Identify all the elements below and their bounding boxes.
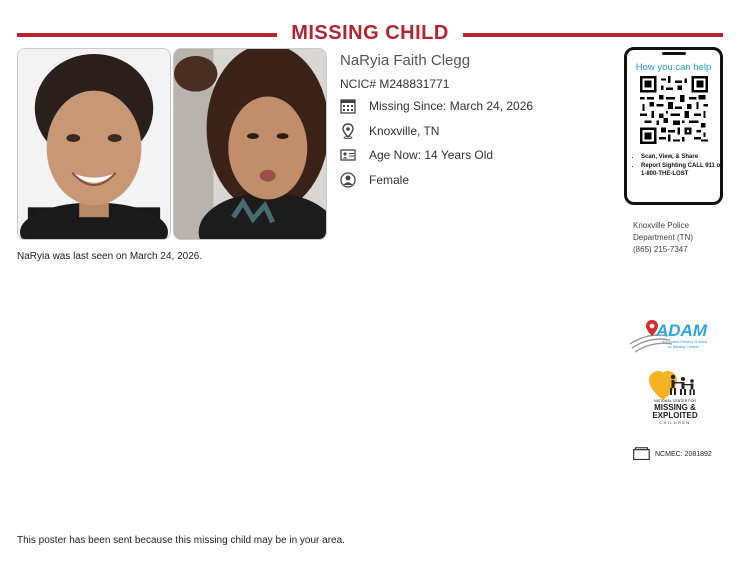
ncmec-logo-line3: EXPLOITED bbox=[652, 411, 698, 420]
map-pin-icon bbox=[340, 123, 356, 139]
ncmec-logo bbox=[645, 368, 705, 430]
adam-logo-sub2: on Missing Children bbox=[668, 345, 700, 349]
help-card bbox=[624, 47, 723, 205]
agency-name-line1: Knoxville Police bbox=[633, 221, 690, 230]
age-text: Age Now: 14 Years Old bbox=[369, 148, 494, 162]
id-card-icon bbox=[340, 147, 356, 163]
ncmec-logo-line1: NATIONAL CENTER FOR bbox=[654, 399, 696, 403]
age-row bbox=[340, 145, 493, 165]
help-step-scan: • Scan, View, & Share bbox=[641, 153, 729, 161]
location-row bbox=[340, 121, 439, 141]
missing-since-text: Missing Since: March 24, 2026 bbox=[369, 99, 534, 113]
folder-icon bbox=[633, 447, 650, 462]
ncmec-logo-line4: CHILDREN bbox=[659, 421, 691, 425]
agency-name-line2: Department (TN) bbox=[633, 233, 694, 242]
child-photo-2 bbox=[173, 48, 327, 240]
poster-footer-note: This poster has been sent because this missing child may be in your area. bbox=[17, 535, 345, 546]
qr-code[interactable] bbox=[640, 76, 708, 144]
help-steps bbox=[631, 153, 729, 179]
adam-logo-text: ADAM bbox=[656, 321, 707, 340]
adam-logo-sub1: Automated Delivery of Alerts bbox=[662, 340, 708, 344]
agency-phone: (865) 215-7347 bbox=[633, 245, 688, 254]
ncmec-case-number: NCMEC: 2081892 bbox=[655, 451, 712, 458]
person-icon bbox=[340, 172, 356, 188]
agency-contact bbox=[633, 220, 693, 256]
header-rule-right bbox=[463, 33, 723, 37]
child-name: NaRyia Faith Clegg bbox=[340, 52, 471, 69]
ncic-number: NCIC# M248831771 bbox=[340, 77, 450, 91]
calendar-icon bbox=[340, 98, 356, 114]
child-photo-1 bbox=[17, 48, 171, 240]
location-text: Knoxville, TN bbox=[369, 124, 440, 138]
last-seen-caption: NaRyia was last seen on March 24, 2026. bbox=[17, 251, 203, 262]
sex-row bbox=[340, 170, 409, 190]
poster-title: MISSING CHILD bbox=[291, 22, 449, 44]
phone-notch bbox=[662, 52, 686, 55]
ncmec-logo-line2: MISSING & bbox=[654, 403, 696, 412]
adam-logo bbox=[628, 318, 723, 354]
help-step-report: • Report Sighting CALL 911 or 1-800-THE-LOST bbox=[641, 162, 729, 178]
header-rule-left bbox=[17, 33, 277, 37]
missing-since-row bbox=[340, 96, 533, 116]
help-heading: How you can help bbox=[635, 62, 712, 73]
ncmec-case-row bbox=[633, 447, 712, 462]
sex-text: Female bbox=[369, 173, 410, 187]
